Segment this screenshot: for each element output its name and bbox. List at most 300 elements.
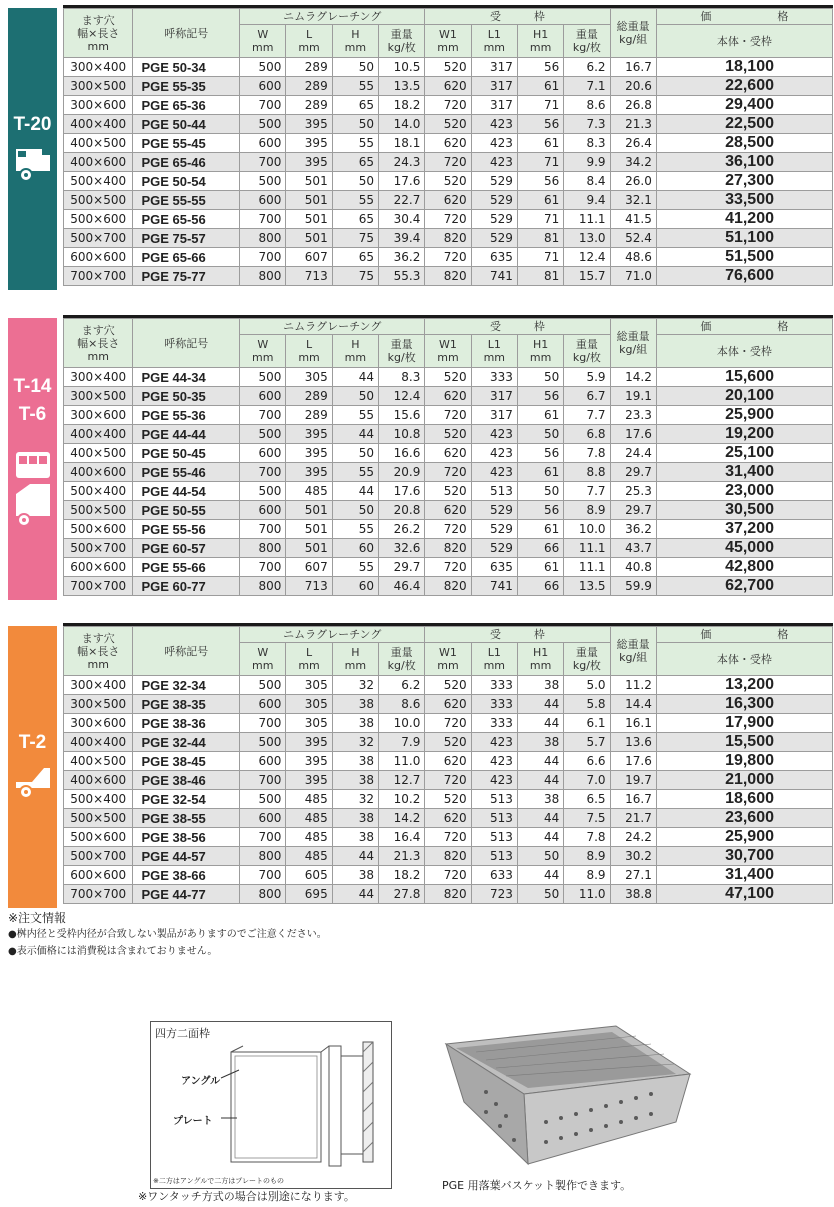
- weight-cell: 10.0: [379, 714, 425, 733]
- dim-header-name: H: [351, 338, 360, 352]
- load-class-badge: [8, 8, 57, 290]
- h-cell: 60: [332, 577, 378, 596]
- w1-cell: 620: [425, 134, 471, 153]
- frame-drawing: [151, 1022, 391, 1188]
- price-cell: 30,500: [656, 501, 832, 520]
- w1-cell: 720: [425, 558, 471, 577]
- weight-cell: 12.4: [379, 387, 425, 406]
- w1-cell: 520: [425, 790, 471, 809]
- l1-cell: 513: [471, 790, 517, 809]
- w1-cell: 720: [425, 828, 471, 847]
- h-cell: 38: [332, 771, 378, 790]
- w1-cell: 820: [425, 267, 471, 286]
- h-cell: 44: [332, 885, 378, 904]
- weight-header-name: 重量: [390, 646, 413, 660]
- w-cell: 700: [240, 248, 286, 267]
- price-cell: 45,000: [656, 539, 832, 558]
- table-row: [64, 885, 833, 904]
- l1-cell: 529: [471, 501, 517, 520]
- hole-size-cell: 600×600: [64, 866, 133, 885]
- table-row: [64, 482, 833, 501]
- dim-header-h1: [517, 335, 563, 368]
- dim-header-name: H1: [532, 28, 549, 42]
- weight-header-name: 重量: [390, 338, 413, 352]
- l-cell: 605: [286, 866, 332, 885]
- h1-cell: 50: [517, 885, 563, 904]
- l-cell: 607: [286, 248, 332, 267]
- h-cell: 50: [332, 58, 378, 77]
- hole-size-cell: 400×400: [64, 733, 133, 752]
- l-cell: 713: [286, 267, 332, 286]
- w-cell: 700: [240, 153, 286, 172]
- h-cell: 38: [332, 809, 378, 828]
- l1-cell: 529: [471, 539, 517, 558]
- l-cell: 485: [286, 828, 332, 847]
- l1-cell: 423: [471, 134, 517, 153]
- h1-cell: 44: [517, 866, 563, 885]
- weight-header-name: 重量: [575, 28, 598, 42]
- table-row: [64, 425, 833, 444]
- weight-header-name: 重量: [390, 28, 413, 42]
- symbol-cell: PGE 50-55: [133, 501, 240, 520]
- h-cell: 55: [332, 558, 378, 577]
- h-cell: 75: [332, 267, 378, 286]
- w1-cell: 820: [425, 229, 471, 248]
- weight-cell: 46.4: [379, 577, 425, 596]
- weight-cell: 36.2: [379, 248, 425, 267]
- load-class-label: T-20: [13, 114, 52, 135]
- h-cell: 50: [332, 387, 378, 406]
- total-weight-cell: 41.5: [610, 210, 656, 229]
- table-row: [64, 771, 833, 790]
- symbol-cell: PGE 44-57: [133, 847, 240, 866]
- l-cell: 289: [286, 96, 332, 115]
- h-cell: 44: [332, 425, 378, 444]
- w-cell: 800: [240, 847, 286, 866]
- h1-cell: 38: [517, 790, 563, 809]
- price-sub-header: 本体・受枠: [656, 25, 832, 58]
- total-weight-cell: 19.1: [610, 387, 656, 406]
- h1-cell: 44: [517, 714, 563, 733]
- symbol-cell: PGE 32-44: [133, 733, 240, 752]
- h1-cell: 44: [517, 809, 563, 828]
- total-weight-cell: 16.7: [610, 790, 656, 809]
- receiver-weight-cell: 10.0: [564, 520, 610, 539]
- w-cell: 600: [240, 752, 286, 771]
- notes-title: ※注文情報: [8, 911, 67, 925]
- receiver-weight-cell: 7.8: [564, 444, 610, 463]
- l1-cell: 513: [471, 847, 517, 866]
- table-row: [64, 676, 833, 695]
- h1-cell: 56: [517, 387, 563, 406]
- hole-size-cell: 300×400: [64, 58, 133, 77]
- weight-cell: 18.2: [379, 96, 425, 115]
- receiver-weight-cell: 8.9: [564, 847, 610, 866]
- car-icon: [14, 764, 52, 804]
- h-cell: 65: [332, 210, 378, 229]
- w-cell: 700: [240, 714, 286, 733]
- hole-size-cell: 400×500: [64, 444, 133, 463]
- l-cell: 395: [286, 752, 332, 771]
- receiver-weight-cell: 8.4: [564, 172, 610, 191]
- w1-cell: 720: [425, 248, 471, 267]
- dim-header-w1: [425, 335, 471, 368]
- receiver-group-header: 受 枠: [425, 627, 610, 643]
- w-cell: 700: [240, 558, 286, 577]
- price-cell: 37,200: [656, 520, 832, 539]
- w-cell: 600: [240, 191, 286, 210]
- l1-cell: 723: [471, 885, 517, 904]
- w1-cell: 620: [425, 501, 471, 520]
- l-cell: 395: [286, 115, 332, 134]
- load-class-label: T-2: [18, 732, 47, 753]
- table-row: [64, 444, 833, 463]
- symbol-cell: PGE 38-36: [133, 714, 240, 733]
- w-cell: 500: [240, 733, 286, 752]
- l1-cell: 423: [471, 771, 517, 790]
- table-row: [64, 790, 833, 809]
- w1-cell: 620: [425, 191, 471, 210]
- symbol-cell: PGE 65-46: [133, 153, 240, 172]
- angle-label: アングル: [181, 1076, 221, 1087]
- price-cell: 76,600: [656, 267, 832, 286]
- dim-header-h: [332, 335, 378, 368]
- dim-header-name: H1: [532, 646, 549, 660]
- receiver-weight-cell: 6.1: [564, 714, 610, 733]
- l1-cell: 529: [471, 172, 517, 191]
- dim-header-unit: mm: [437, 351, 459, 365]
- receiver-group-header: 受 枠: [425, 319, 610, 335]
- w-cell: 800: [240, 267, 286, 286]
- hole-header-line: 幅×長さ: [77, 26, 120, 40]
- price-cell: 25,900: [656, 828, 832, 847]
- weight-cell: 27.8: [379, 885, 425, 904]
- price-sub-header: 本体・受枠: [656, 643, 832, 676]
- weight-cell: 6.2: [379, 676, 425, 695]
- total-weight-cell: 48.6: [610, 248, 656, 267]
- hole-size-cell: 400×400: [64, 425, 133, 444]
- hole-size-cell: 400×500: [64, 134, 133, 153]
- receiver-weight-cell: 9.9: [564, 153, 610, 172]
- hole-header-line: mm: [87, 349, 109, 363]
- h-cell: 55: [332, 77, 378, 96]
- table-row: [64, 866, 833, 885]
- price-cell: 42,800: [656, 558, 832, 577]
- weight-header: [379, 643, 425, 676]
- l1-cell: 633: [471, 866, 517, 885]
- h1-cell: 61: [517, 134, 563, 153]
- l-cell: 305: [286, 714, 332, 733]
- hole-size-cell: 500×400: [64, 790, 133, 809]
- dim-header-w: [240, 25, 286, 58]
- w1-cell: 820: [425, 539, 471, 558]
- weight-cell: 32.6: [379, 539, 425, 558]
- table-row: [64, 501, 833, 520]
- hole-size-header: [64, 319, 133, 368]
- w-cell: 800: [240, 885, 286, 904]
- hole-size-cell: 500×700: [64, 847, 133, 866]
- w-cell: 500: [240, 482, 286, 501]
- l-cell: 395: [286, 463, 332, 482]
- total-weight-cell: 24.2: [610, 828, 656, 847]
- h-cell: 50: [332, 444, 378, 463]
- w1-cell: 520: [425, 676, 471, 695]
- receiver-weight-cell: 15.7: [564, 267, 610, 286]
- table-row: [64, 577, 833, 596]
- weight-cell: 26.2: [379, 520, 425, 539]
- table-row: [64, 406, 833, 425]
- w1-cell: 620: [425, 77, 471, 96]
- receiver-weight-cell: 11.1: [564, 210, 610, 229]
- l1-cell: 635: [471, 248, 517, 267]
- receiver-weight-header: [564, 25, 610, 58]
- l-cell: 395: [286, 134, 332, 153]
- table-row: [64, 96, 833, 115]
- hole-header-line: 幅×長さ: [77, 336, 120, 350]
- symbol-cell: PGE 44-44: [133, 425, 240, 444]
- symbol-cell: PGE 65-36: [133, 96, 240, 115]
- hole-size-cell: 300×400: [64, 676, 133, 695]
- receiver-weight-cell: 8.6: [564, 96, 610, 115]
- dim-header-l1: [471, 643, 517, 676]
- weight-cell: 10.5: [379, 58, 425, 77]
- l1-cell: 317: [471, 96, 517, 115]
- w-cell: 600: [240, 809, 286, 828]
- h-cell: 65: [332, 153, 378, 172]
- h1-cell: 61: [517, 191, 563, 210]
- w-cell: 800: [240, 577, 286, 596]
- grating-group-header: ニムラグレーチング: [240, 319, 425, 335]
- price-cell: 33,500: [656, 191, 832, 210]
- dim-header-w: [240, 335, 286, 368]
- w-cell: 700: [240, 771, 286, 790]
- h-cell: 55: [332, 520, 378, 539]
- hole-size-cell: 300×500: [64, 77, 133, 96]
- l-cell: 501: [286, 539, 332, 558]
- hole-size-cell: 500×500: [64, 191, 133, 210]
- l-cell: 305: [286, 676, 332, 695]
- table-row: [64, 210, 833, 229]
- l1-cell: 333: [471, 714, 517, 733]
- total-weight-cell: 40.8: [610, 558, 656, 577]
- symbol-cell: PGE 65-66: [133, 248, 240, 267]
- basket-photo: [436, 1022, 696, 1172]
- load-class-label: T-14: [13, 376, 52, 397]
- total-weight-header: [610, 9, 656, 58]
- table-row: [64, 229, 833, 248]
- total-weight-cell: 26.4: [610, 134, 656, 153]
- receiver-weight-cell: 7.7: [564, 406, 610, 425]
- weight-cell: 20.9: [379, 463, 425, 482]
- dim-header-unit: mm: [437, 41, 459, 55]
- load-class-label: T-6: [18, 404, 47, 425]
- h1-cell: 38: [517, 733, 563, 752]
- symbol-cell: PGE 44-34: [133, 368, 240, 387]
- h1-cell: 50: [517, 847, 563, 866]
- section-t20: [8, 8, 830, 290]
- w1-cell: 620: [425, 444, 471, 463]
- dim-header-name: H1: [532, 338, 549, 352]
- l-cell: 501: [286, 520, 332, 539]
- total-weight-cell: 21.3: [610, 115, 656, 134]
- price-cell: 19,800: [656, 752, 832, 771]
- h1-cell: 56: [517, 58, 563, 77]
- dim-header-name: L: [305, 338, 313, 352]
- total-weight-cell: 29.7: [610, 463, 656, 482]
- dim-header-l1: [471, 25, 517, 58]
- dim-header-unit: mm: [437, 659, 459, 673]
- price-cell: 25,100: [656, 444, 832, 463]
- dim-header-name: W1: [439, 28, 457, 42]
- l-cell: 395: [286, 733, 332, 752]
- w1-cell: 820: [425, 577, 471, 596]
- table-row: [64, 520, 833, 539]
- l-cell: 395: [286, 425, 332, 444]
- price-cell: 18,600: [656, 790, 832, 809]
- dim-header-unit: mm: [344, 659, 367, 673]
- price-group-header: 価 格: [656, 9, 832, 25]
- table-row: [64, 77, 833, 96]
- note-line-2: ●表示価格には消費税は含まれておりません。: [8, 946, 218, 957]
- l-cell: 395: [286, 153, 332, 172]
- w-cell: 700: [240, 866, 286, 885]
- w1-cell: 520: [425, 482, 471, 501]
- price-cell: 22,500: [656, 115, 832, 134]
- w-cell: 700: [240, 406, 286, 425]
- symbol-cell: PGE 32-54: [133, 790, 240, 809]
- weight-cell: 24.3: [379, 153, 425, 172]
- symbol-cell: PGE 38-55: [133, 809, 240, 828]
- symbol-cell: PGE 38-35: [133, 695, 240, 714]
- price-group-header: 価 格: [656, 627, 832, 643]
- h-cell: 44: [332, 847, 378, 866]
- l1-cell: 423: [471, 425, 517, 444]
- l1-cell: 529: [471, 210, 517, 229]
- diagram-title: 四方二面枠: [155, 1027, 210, 1040]
- l1-cell: 513: [471, 828, 517, 847]
- l-cell: 485: [286, 790, 332, 809]
- h1-cell: 61: [517, 558, 563, 577]
- table-row: [64, 115, 833, 134]
- w-cell: 600: [240, 387, 286, 406]
- dim-header-unit: mm: [344, 351, 367, 365]
- hole-size-cell: 500×500: [64, 501, 133, 520]
- receiver-weight-cell: 11.1: [564, 558, 610, 577]
- section-t2: [8, 626, 830, 908]
- weight-cell: 14.0: [379, 115, 425, 134]
- dim-header-unit: mm: [483, 41, 505, 55]
- hole-size-header: [64, 627, 133, 676]
- h1-cell: 50: [517, 425, 563, 444]
- price-group-header: 価 格: [656, 319, 832, 335]
- symbol-cell: PGE 55-55: [133, 191, 240, 210]
- receiver-weight-cell: 6.7: [564, 387, 610, 406]
- weight-cell: 22.7: [379, 191, 425, 210]
- hole-size-cell: 500×400: [64, 482, 133, 501]
- price-cell: 28,500: [656, 134, 832, 153]
- w-cell: 600: [240, 501, 286, 520]
- h1-cell: 66: [517, 577, 563, 596]
- weight-cell: 15.6: [379, 406, 425, 425]
- weight-cell: 16.4: [379, 828, 425, 847]
- receiver-weight-cell: 5.9: [564, 368, 610, 387]
- hole-size-cell: 400×400: [64, 115, 133, 134]
- w1-cell: 720: [425, 714, 471, 733]
- weight-cell: 12.7: [379, 771, 425, 790]
- h-cell: 55: [332, 191, 378, 210]
- hole-size-cell: 500×500: [64, 809, 133, 828]
- total-weight-line: kg/組: [619, 651, 648, 664]
- price-cell: 20,100: [656, 387, 832, 406]
- table-row: [64, 153, 833, 172]
- dim-header-unit: mm: [298, 351, 320, 365]
- price-cell: 27,300: [656, 172, 832, 191]
- table-row: [64, 463, 833, 482]
- h-cell: 60: [332, 539, 378, 558]
- symbol-cell: PGE 60-77: [133, 577, 240, 596]
- total-weight-cell: 19.7: [610, 771, 656, 790]
- receiver-weight-cell: 12.4: [564, 248, 610, 267]
- weight-header-name: 重量: [575, 646, 598, 660]
- hole-size-header: [64, 9, 133, 58]
- l-cell: 395: [286, 444, 332, 463]
- dim-header-name: W: [257, 28, 269, 42]
- weight-cell: 14.2: [379, 809, 425, 828]
- table-row: [64, 134, 833, 153]
- frame-diagram: [150, 1021, 392, 1189]
- grating-group-header: ニムラグレーチング: [240, 9, 425, 25]
- total-weight-cell: 25.3: [610, 482, 656, 501]
- hole-size-cell: 300×600: [64, 714, 133, 733]
- price-cell: 30,700: [656, 847, 832, 866]
- total-weight-cell: 13.6: [610, 733, 656, 752]
- dim-header-l: [286, 643, 332, 676]
- dim-header-unit: mm: [252, 351, 274, 365]
- receiver-group-header: 受 枠: [425, 9, 610, 25]
- hole-header-line: mm: [87, 657, 109, 671]
- h1-cell: 81: [517, 229, 563, 248]
- l1-cell: 423: [471, 733, 517, 752]
- total-weight-cell: 59.9: [610, 577, 656, 596]
- receiver-weight-cell: 9.4: [564, 191, 610, 210]
- receiver-weight-cell: 8.3: [564, 134, 610, 153]
- symbol-cell: PGE 75-57: [133, 229, 240, 248]
- total-weight-cell: 38.8: [610, 885, 656, 904]
- dim-header-l1: [471, 335, 517, 368]
- table-row: [64, 172, 833, 191]
- price-cell: 62,700: [656, 577, 832, 596]
- l1-cell: 529: [471, 229, 517, 248]
- w1-cell: 620: [425, 695, 471, 714]
- dim-header-unit: mm: [529, 659, 552, 673]
- dim-header-w: [240, 643, 286, 676]
- price-sub-header: 本体・受枠: [656, 335, 832, 368]
- weight-header-unit: kg/枚: [387, 351, 416, 365]
- l-cell: 607: [286, 558, 332, 577]
- table-row: [64, 267, 833, 286]
- w1-cell: 720: [425, 210, 471, 229]
- weight-cell: 11.0: [379, 752, 425, 771]
- w1-cell: 520: [425, 733, 471, 752]
- w1-cell: 720: [425, 153, 471, 172]
- dim-header-name: W1: [439, 338, 457, 352]
- price-cell: 22,600: [656, 77, 832, 96]
- weight-cell: 17.6: [379, 172, 425, 191]
- weight-cell: 16.6: [379, 444, 425, 463]
- weight-cell: 10.2: [379, 790, 425, 809]
- l1-cell: 741: [471, 267, 517, 286]
- symbol-cell: PGE 60-57: [133, 539, 240, 558]
